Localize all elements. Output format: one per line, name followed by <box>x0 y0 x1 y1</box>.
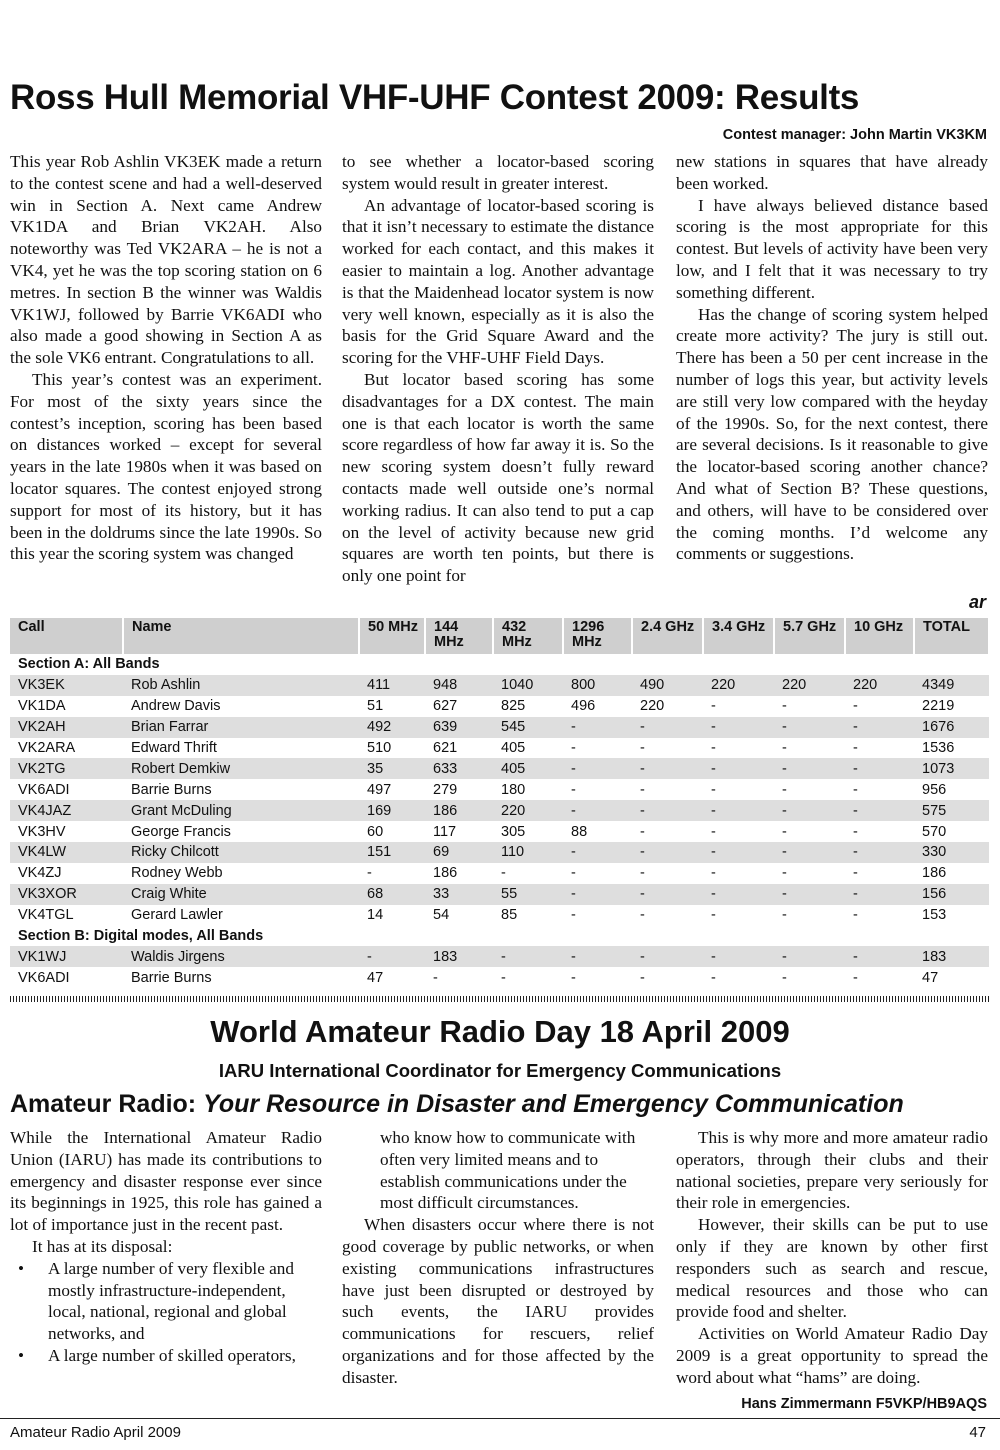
table-cell: Barrie Burns <box>131 969 212 986</box>
table-cell: 948 <box>425 675 493 696</box>
heading-italic: Your Resource in Disaster and Emergency Communication <box>203 1090 904 1118</box>
table-cell: 220 <box>774 675 845 696</box>
table-cell: - <box>853 865 858 882</box>
table-cell: 156 <box>914 884 989 905</box>
table-row <box>10 884 989 905</box>
table-cell: 621 <box>433 740 458 756</box>
table-cell: 405 <box>501 740 526 756</box>
table-cell: Grant McDuling <box>123 800 359 821</box>
table-cell: 60 <box>367 823 384 840</box>
table-cell: - <box>845 717 914 738</box>
table-cell: - <box>774 758 845 779</box>
bullet-list <box>10 1258 322 1367</box>
table-cell: - <box>640 907 645 924</box>
article-column-3 <box>676 151 988 565</box>
article-column-1 <box>10 151 322 565</box>
table-cell: - <box>853 698 858 715</box>
table-cell: 639 <box>425 717 493 738</box>
table-cell: 68 <box>359 884 425 905</box>
table-cell: 2219 <box>922 698 955 715</box>
table-cell: George Francis <box>131 823 231 840</box>
table-cell: 183 <box>425 946 493 967</box>
article-subtitle: IARU International Coordinator for Emergency Communications <box>218 1060 782 1081</box>
table-cell: 47 <box>922 969 939 986</box>
table-cell: VK4TGL <box>18 907 74 924</box>
table-cell: VK6ADI <box>18 969 70 986</box>
table-cell: 220 <box>703 675 774 696</box>
table-cell: - <box>774 800 845 821</box>
table-header-row <box>10 618 989 654</box>
table-cell: 1676 <box>914 717 989 738</box>
paragraph: However, their skills can be put to use only if they are known by other first responders such as search and rescue, medical resources and those who can provide food and shelter. <box>676 1215 988 1322</box>
table-cell: - <box>433 969 438 986</box>
table-cell: 825 <box>501 698 526 715</box>
table-cell: Waldis Jirgens <box>123 946 359 967</box>
table-cell: 220 <box>640 698 665 715</box>
table-cell: - <box>359 946 425 967</box>
table-cell: - <box>845 800 914 821</box>
paragraph: This year Rob Ashlin VK3EK made a return to the contest scene and had a well-deserved win in Section A. Next came Andrew VK1DA and Brian VK2AH. Also noteworthy was Ted VK2ARA – he is not a VK4, yet he was the top scoring station on 6 metres. In section B the winner was Waldis VK1WJ, followed by Barrie VK6ADI who also made a good showing in Section A as the sole VK6 entrant. Congratulations to all. <box>10 152 322 368</box>
table-cell: VK2AH <box>10 717 123 738</box>
article-title: World Amateur Radio Day 18 April 2009 <box>210 1014 790 1049</box>
author-credit: Hans Zimmermann F5VKP/HB9AQS <box>741 1396 987 1412</box>
table-cell: - <box>571 781 576 798</box>
paragraph: new stations in squares that have already been worked. <box>676 152 988 193</box>
table-cell: - <box>853 823 858 840</box>
table-cell: 186 <box>922 865 947 882</box>
table-cell: VK6ADI <box>18 781 70 798</box>
table-cell: 305 <box>501 823 526 840</box>
table-cell: 492 <box>359 717 425 738</box>
table-cell: - <box>501 969 506 986</box>
table-cell: 1073 <box>914 758 989 779</box>
table-cell: - <box>501 865 506 882</box>
table-cell: - <box>782 740 787 756</box>
table-cell: VK3XOR <box>10 884 123 905</box>
table-cell: - <box>711 740 716 756</box>
table-row <box>10 800 989 821</box>
table-cell: 151 <box>359 842 425 863</box>
table-cell: Ricky Chilcott <box>123 842 359 863</box>
table-row <box>10 758 989 779</box>
table-cell: 411 <box>359 675 425 696</box>
table-cell: - <box>563 842 632 863</box>
article-column-3 <box>676 1127 988 1389</box>
table-cell: VK4ZJ <box>18 865 62 882</box>
column-header: 432 MHz <box>493 618 563 654</box>
column-header: Name <box>123 618 359 654</box>
column-header: 144 MHz <box>425 618 493 654</box>
paragraph: It has at its disposal: <box>32 1236 173 1256</box>
table-cell: VK4LW <box>10 842 123 863</box>
article-column-2 <box>342 151 654 587</box>
table-cell: 1536 <box>922 740 955 756</box>
paragraph: Activities on World Amateur Radio Day 2009 is a great opportunity to spread the word about what “hams” are doing. <box>676 1324 988 1387</box>
table-cell: 490 <box>632 675 703 696</box>
table-cell: - <box>632 842 703 863</box>
results-body <box>10 654 989 988</box>
table-cell: - <box>367 865 372 882</box>
article-column-1 <box>10 1127 322 1367</box>
table-cell: 800 <box>563 675 632 696</box>
table-cell: - <box>845 842 914 863</box>
table-cell: 88 <box>571 823 588 840</box>
table-cell: 956 <box>922 781 947 798</box>
paragraph: This is why more and more amateur radio operators, through their clubs and their national societies, prepare very seriously for their role in emergencies. <box>676 1128 988 1213</box>
column-header: 3.4 GHz <box>703 618 774 654</box>
table-cell: - <box>782 698 787 715</box>
table-cell: - <box>782 969 787 986</box>
table-cell: 33 <box>425 884 493 905</box>
table-cell: - <box>703 717 774 738</box>
table-cell: 14 <box>367 907 384 924</box>
table-cell: - <box>853 740 858 756</box>
table-cell: - <box>782 823 787 840</box>
table-row <box>10 821 989 842</box>
table-row <box>10 863 989 884</box>
bullet-icon: • <box>18 1258 25 1278</box>
table-row <box>10 967 989 988</box>
table-cell: - <box>563 800 632 821</box>
table-cell: - <box>563 717 632 738</box>
table-cell: - <box>711 969 716 986</box>
table-cell: 186 <box>433 865 458 882</box>
table-row <box>10 946 989 967</box>
table-cell: 186 <box>425 800 493 821</box>
table-cell: 54 <box>433 907 450 924</box>
table-cell: VK2ARA <box>18 740 76 756</box>
table-cell: Gerard Lawler <box>131 907 223 924</box>
table-cell: 279 <box>433 781 458 798</box>
table-cell: Rodney Webb <box>131 865 223 882</box>
table-cell: 496 <box>571 698 596 715</box>
table-row <box>10 717 989 738</box>
results-table <box>10 618 990 988</box>
table-cell: VK1WJ <box>10 946 123 967</box>
table-cell: 405 <box>493 758 563 779</box>
section-divider <box>10 996 990 1002</box>
table-row <box>10 738 989 759</box>
table-cell: - <box>703 842 774 863</box>
column-header: 2.4 GHz <box>632 618 703 654</box>
paragraph: I have always believed distance based scoring is the most appropriate for this contest. But levels of activity have been very low, and I felt that it was necessary to try something different. <box>676 195 988 302</box>
list-item-text: A large number of very flexible and mostly infrastructure-independent, local, national, regional and global networks, and <box>48 1258 294 1344</box>
table-cell: - <box>774 946 845 967</box>
table-cell: Rob Ashlin <box>123 675 359 696</box>
table-cell: 545 <box>493 717 563 738</box>
table-cell: 1040 <box>493 675 563 696</box>
list-item-text: A large number of skilled operators, <box>48 1345 296 1365</box>
table-cell: VK1DA <box>18 698 66 715</box>
table-cell: - <box>774 842 845 863</box>
table-cell: VK3HV <box>18 823 66 840</box>
section-label: Section B: Digital modes, All Bands <box>10 926 989 947</box>
paragraph: This year’s contest was an experiment. For most of the sixty years since the contest’s inception, scoring has been based on distances worked – except for several years in the late 1980s when it was based on locator squares. The contest enjoyed strong support for most of its history, but it has been in the doldrums since the late 1990s. So this year the scoring system was changed <box>10 369 322 564</box>
table-cell: - <box>782 865 787 882</box>
table-cell: - <box>640 969 645 986</box>
table-cell: 117 <box>433 823 457 840</box>
table-cell: - <box>703 758 774 779</box>
table-cell: 85 <box>501 907 518 924</box>
table-cell: Edward Thrift <box>131 740 217 756</box>
table-cell: 69 <box>425 842 493 863</box>
table-cell: - <box>782 781 787 798</box>
table-cell: - <box>632 717 703 738</box>
table-cell: 633 <box>425 758 493 779</box>
table-cell: - <box>703 946 774 967</box>
table-cell: - <box>632 884 703 905</box>
table-cell: - <box>640 781 645 798</box>
table-cell: - <box>853 907 858 924</box>
table-cell: - <box>703 884 774 905</box>
table-cell: 220 <box>845 675 914 696</box>
table-cell: 47 <box>367 969 384 986</box>
table-cell: - <box>640 740 645 756</box>
table-cell: - <box>774 884 845 905</box>
table-cell: 51 <box>367 698 384 715</box>
table-cell: - <box>563 758 632 779</box>
heading-plain: Amateur Radio: <box>10 1090 204 1118</box>
column-header: 5.7 GHz <box>774 618 845 654</box>
table-cell: 330 <box>914 842 989 863</box>
table-cell: 627 <box>433 698 458 715</box>
table-cell: VK2TG <box>10 758 123 779</box>
table-cell: - <box>632 800 703 821</box>
list-item <box>10 1345 322 1367</box>
table-cell: Andrew Davis <box>131 698 221 715</box>
bullet-icon: • <box>18 1345 25 1365</box>
table-cell: Robert Demkiw <box>123 758 359 779</box>
table-cell: - <box>632 946 703 967</box>
table-cell: - <box>571 740 576 756</box>
table-cell: - <box>711 865 716 882</box>
table-cell: 4349 <box>914 675 989 696</box>
table-cell: 570 <box>922 823 947 840</box>
table-cell: VK4JAZ <box>10 800 123 821</box>
column-header: 1296 MHz <box>563 618 632 654</box>
paragraph: But locator based scoring has some disadvantages for a DX contest. The main one is that each locator is worth the same score regardless of how far away it is. So the new scoring system doesn’t fully reward contacts made well outside one’s normal working radius. It can also tend to put a cap on the level of activity because new grid squares are worth ten points, but there is only one point for <box>342 369 654 586</box>
table-cell: - <box>774 717 845 738</box>
table-cell: - <box>571 969 576 986</box>
table-cell: - <box>571 907 576 924</box>
table-cell: - <box>782 907 787 924</box>
table-cell: VK3EK <box>10 675 123 696</box>
table-cell: - <box>703 800 774 821</box>
paragraph: When disasters occur where there is not good coverage by public networks, or when existing communications infrastructures have just been disrupted or destroyed by such events, the IARU provides communications for rescuers, relief organizations and for those affected by the disaster. <box>342 1215 654 1387</box>
end-mark: ar <box>968 592 986 612</box>
table-row <box>10 779 989 800</box>
table-cell: 180 <box>501 781 526 798</box>
table-cell: - <box>711 698 716 715</box>
table-row <box>10 905 989 926</box>
table-cell: Barrie Burns <box>131 781 212 798</box>
table-row <box>10 696 989 717</box>
article-column-2 <box>342 1127 654 1389</box>
table-cell: - <box>493 946 563 967</box>
paragraph: Has the change of scoring system helped create more activity? The jury is still out. There has been a 50 per cent increase in the number of logs this year, but activity levels are still very low compared with the heyday of the 1990s. So, for the next contest, there are several decisions. Is it reasonable to give the locator-based scoring another chance? And what of Section B? These questions, and others, will have to be considered over the coming months. I’d welcome any comments or suggestions. <box>676 304 988 564</box>
contest-manager-credit: Contest manager: John Martin VK3KM <box>722 127 987 143</box>
footer-rule <box>0 1418 1000 1419</box>
table-cell: - <box>711 907 716 924</box>
table-row <box>10 675 989 696</box>
section-header-row <box>10 654 989 675</box>
table-cell: - <box>711 823 716 840</box>
table-cell: - <box>853 969 858 986</box>
table-cell: 35 <box>359 758 425 779</box>
table-cell: - <box>845 946 914 967</box>
table-cell: Brian Farrar <box>123 717 359 738</box>
section-label: Section A: All Bands <box>10 654 989 675</box>
table-cell: - <box>711 781 716 798</box>
table-cell: - <box>640 865 645 882</box>
table-cell: - <box>845 884 914 905</box>
column-header: Call <box>10 618 123 654</box>
table-cell: - <box>632 758 703 779</box>
table-cell: - <box>563 946 632 967</box>
table-cell: 153 <box>922 907 947 924</box>
paragraph: While the International Amateur Radio Union (IARU) has made its contributions to emergency and disaster response ever since its beginnings in 1925, this role has gained a lot of importance just in the recent past. <box>10 1128 322 1235</box>
table-cell: - <box>845 758 914 779</box>
table-cell: 55 <box>493 884 563 905</box>
table-cell: 510 <box>367 740 392 756</box>
table-cell: 169 <box>359 800 425 821</box>
table-cell: - <box>640 823 645 840</box>
table-cell: - <box>563 884 632 905</box>
column-header: 10 GHz <box>845 618 914 654</box>
table-cell: Craig White <box>123 884 359 905</box>
table-row <box>10 842 989 863</box>
list-item-continuation: who know how to communicate with often very limited means and to establish communications under the most difficult circumstances. <box>380 1128 636 1213</box>
table-cell: 575 <box>914 800 989 821</box>
table-cell: - <box>853 781 858 798</box>
article-title: Ross Hull Memorial VHF-UHF Contest 2009: Results <box>10 78 860 117</box>
table-cell: 497 <box>367 781 392 798</box>
table-cell: - <box>571 865 576 882</box>
paragraph: An advantage of locator-based scoring is that it isn’t necessary to estimate the distance worked for each contact, and this makes it easier to maintain a log. Another advantage is that the Maidenhead locator system is now very well known, especially as it is also the basis for the Grid Square Award and the scoring for the VHF-UHF Field Days. <box>342 195 654 368</box>
footer-publication: Amateur Radio April 2009 <box>10 1424 181 1441</box>
list-item <box>10 1258 322 1345</box>
column-header: 50 MHz <box>359 618 425 654</box>
table-cell: 220 <box>493 800 563 821</box>
table-cell: 110 <box>493 842 563 863</box>
paragraph: to see whether a locator-based scoring system would result in greater interest. <box>342 152 654 193</box>
section-header-row <box>10 926 989 947</box>
table-cell: 183 <box>914 946 989 967</box>
article-heading <box>10 1090 990 1119</box>
column-header: TOTAL <box>914 618 989 654</box>
page-number: 47 <box>969 1424 986 1441</box>
